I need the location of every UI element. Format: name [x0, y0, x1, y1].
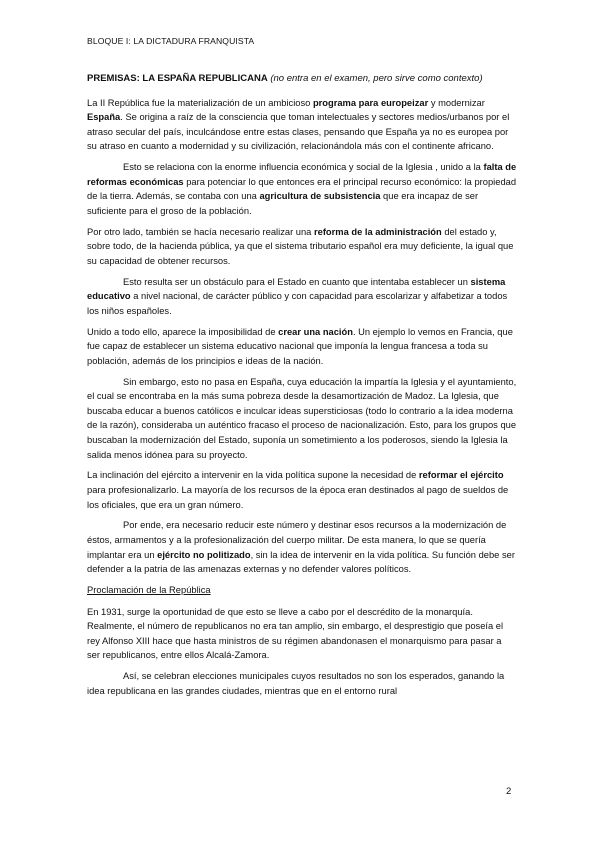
page-header: BLOQUE I: LA DICTADURA FRANQUISTA	[87, 36, 255, 46]
bold-term: España	[87, 112, 121, 123]
text-run: , sin la idea de intervenir en la vida política. Su función debe ser defender a la patria de las amenazas externas y no defender valores políticos.	[87, 549, 515, 575]
text-run: que era incapaz de ser suficiente para el groso de la población.	[87, 191, 479, 216]
text-run: del estado y, sobre todo, de la hacienda pública, ya que el sistema tributario español era muy deficiente, la igual que su capacidad de obtener recursos.	[87, 226, 514, 266]
section-heading	[87, 72, 517, 87]
text-run: Así, se celebran elecciones municipales cuyos resultados no son los esperados, ganando la idea republicana en las grandes ciudades, mientras que en el entorno rural	[87, 671, 505, 696]
text-run: . Se origina a raíz de la consciencia que toman intelectuales y sectores medios/urbanos por el atraso secular del país, inculcándose entre estas clases, pensando que España ya no es europea por su atraso en cuanto a modernidad y su civilización, relacionándola más con el continente africano.	[87, 112, 510, 152]
bold-term: ejército no politizado	[157, 549, 251, 560]
heading-note: (no entra en el examen, pero sirve como contexto)	[270, 73, 483, 84]
text-run: La inclinación del ejército a intervenir en la vida política supone la necesidad de	[87, 470, 419, 481]
paragraph-list	[87, 96, 517, 577]
bold-term: agricultura de subsistencia	[259, 191, 381, 202]
page-number: 2	[506, 786, 512, 797]
text-run: Sin embargo, esto no pasa en España, cuya educación la impartía la Iglesia y el ayuntamiento, el cual se encontraba en la más suma pobreza desde la desamortización de Madoz. La Iglesia, que buscaba educar a buenos católicos e inculcar ideas supersticiosas (todo lo contrario a la idea moderna de la razón), consideraba un auténtico fracaso el proceso de nacionalización. Esto, para los grupos que buscaban la modernización del Estado, suponía un sometimiento a los poderosos, siendo la Iglesia la salida menos idónea para su proyecto.	[87, 376, 517, 460]
bold-term: falta de reformas económicas	[87, 162, 517, 187]
text-run: Esto se relaciona con la enorme influencia económica y social de la Iglesia , unido a la	[123, 162, 484, 173]
text-run: Esto resulta ser un obstáculo para el Estado en cuanto que intentaba establecer un	[123, 276, 471, 287]
text-run: . Un ejemplo lo vemos en Francia, que fue capaz de establecer un sistema educativo nacional que imponía la lengua francesa a toda su población, además de los principios e ideas de la nación.	[87, 326, 513, 366]
bold-term: crear una nación	[278, 326, 353, 337]
paragraph	[87, 468, 517, 512]
text-run: Por otro lado, también se hacía necesario realizar una	[87, 226, 314, 237]
paragraph	[87, 605, 517, 663]
paragraph	[87, 325, 517, 369]
subsection-paragraph-list	[87, 605, 517, 699]
paragraph	[87, 275, 517, 319]
bold-term: programa para europeizar	[312, 97, 429, 108]
text-run: La II República fue la materialización de un ambicioso	[87, 97, 313, 108]
paragraph	[87, 375, 517, 463]
paragraph	[87, 518, 517, 576]
bold-term: sistema educativo	[87, 276, 506, 302]
text-run: Unido a todo ello, aparece la imposibilidad de	[87, 326, 279, 337]
text-run: a nivel nacional, de carácter público y con capacidad para escolarizar y alfabetizar a todos los niños españoles.	[87, 291, 508, 316]
text-run: En 1931, surge la oportunidad de que esto se lleve a cabo por el descrédito de la monarquía. Realmente, el número de republicanos no era tan amplio, sin embargo, el desprestigio que poseía el rey Alfonso XIII hace que hasta ministros de su régimen abandonasen el monarquismo para pasar a ser republicanos, entre ellos Alcalá-Zamora.	[87, 606, 504, 661]
subsection-title: Proclamación de la República	[87, 584, 211, 595]
paragraph	[87, 160, 517, 218]
text-run: Por ende, era necesario reducir este número y destinar esos recursos a la modernización de éstos, armamentos y a la profesionalización del cuerpo militar. De esta manera, lo que se quería implantar era un	[87, 520, 507, 560]
text-run: para potenciar lo que entonces era el principal recurso económico: la propiedad de la tierra. Además, se contaba con una	[87, 176, 517, 202]
paragraph	[87, 225, 517, 269]
page-content	[87, 72, 517, 704]
paragraph	[87, 96, 517, 154]
heading-title: PREMISAS: LA ESPAÑA REPUBLICANA	[87, 73, 268, 84]
bold-term: reformar el ejército	[418, 470, 504, 481]
bold-term: reforma de la administración	[313, 226, 442, 237]
text-run: para profesionalizarlo. La mayoría de los recursos de la época eran destinados al pago de sueldos de los oficiales, que era un gran número.	[87, 484, 509, 510]
paragraph	[87, 669, 517, 698]
text-run: y modernizar	[428, 97, 485, 108]
